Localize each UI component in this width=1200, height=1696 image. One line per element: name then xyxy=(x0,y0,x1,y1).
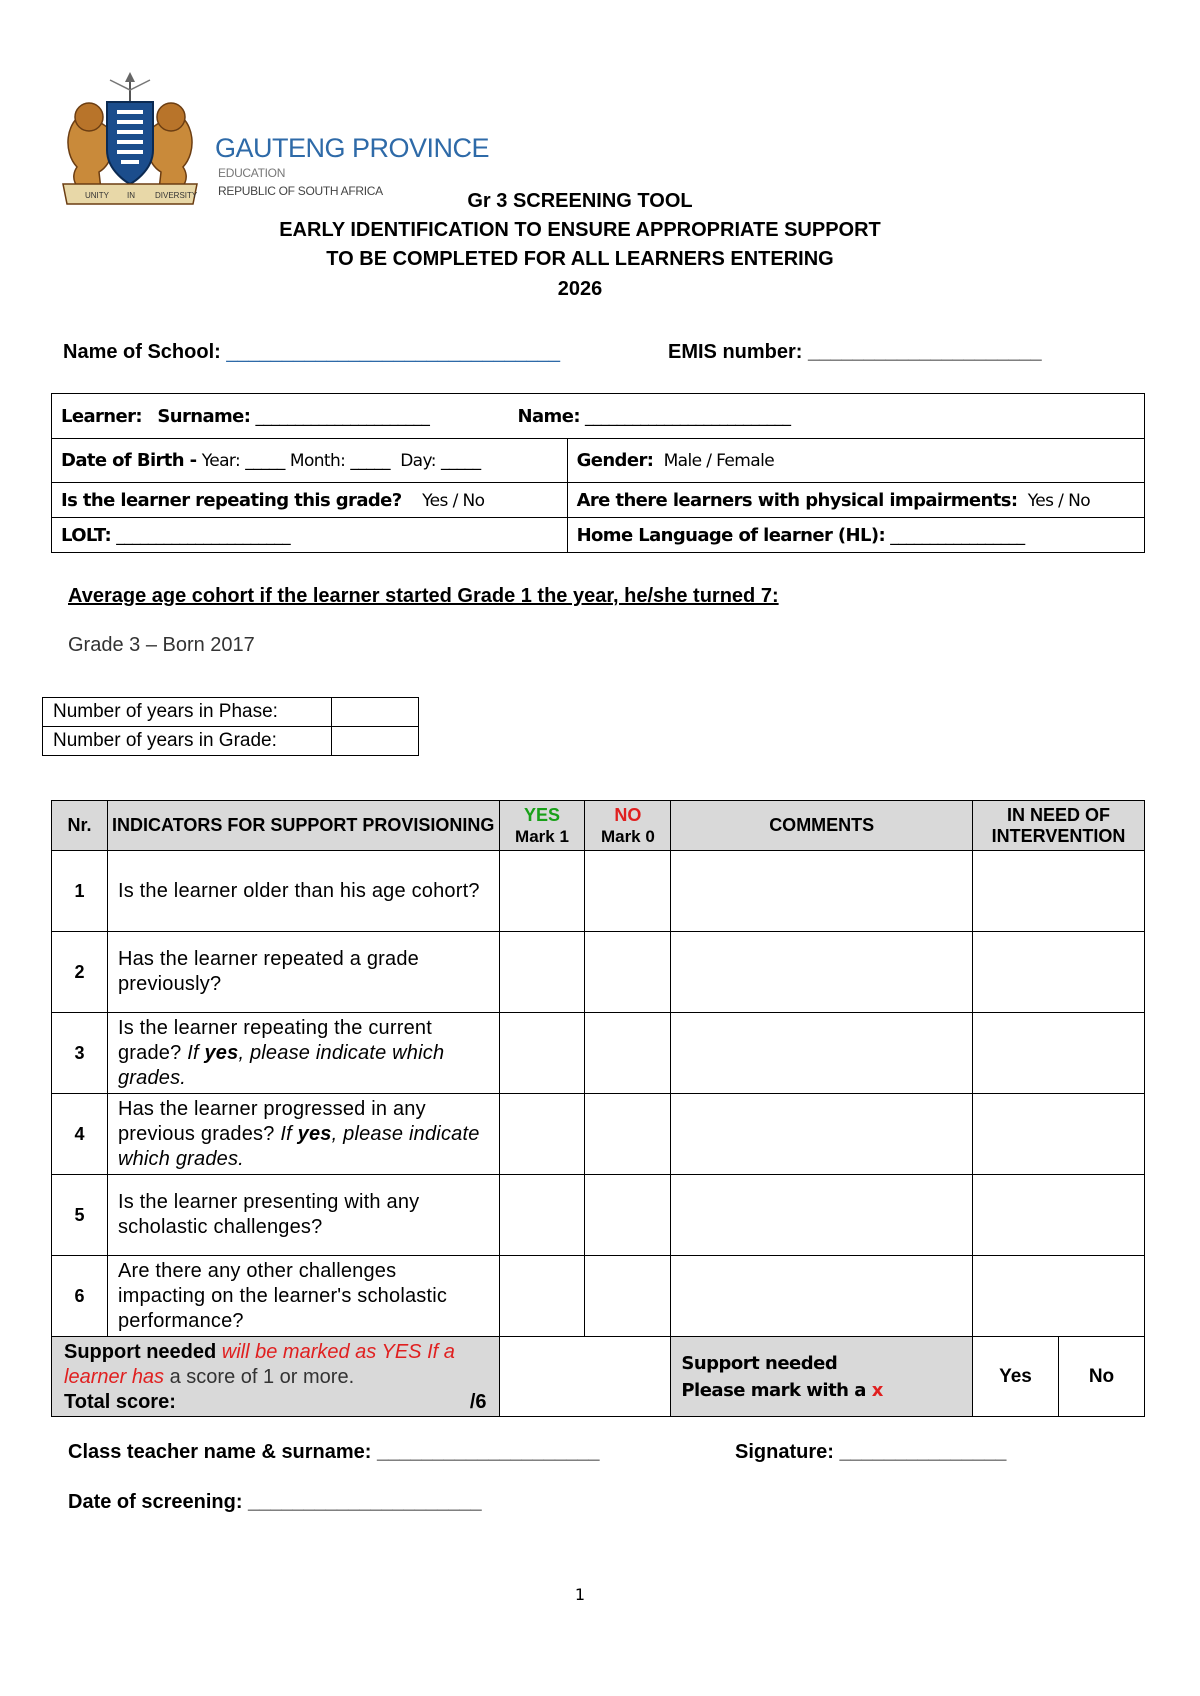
intervention-cell[interactable] xyxy=(973,1013,1145,1094)
row-number: 2 xyxy=(52,932,108,1013)
document-year: 2026 xyxy=(557,278,603,300)
header-no-label: NO xyxy=(614,804,642,825)
row-question-instruction: , please indicate which grades. xyxy=(117,1122,480,1170)
yes-cell[interactable] xyxy=(499,932,585,1013)
surname-field[interactable]: ______________________ xyxy=(255,406,430,427)
signature-line: _______________ xyxy=(839,1441,1007,1463)
day-label: Day: xyxy=(400,451,436,471)
no-cell[interactable] xyxy=(585,1094,671,1175)
year-label: Year: xyxy=(201,451,241,471)
yes-cell[interactable] xyxy=(499,1256,585,1337)
comments-cell[interactable] xyxy=(671,851,973,932)
row-question: Is the learner presenting with any scholastic challenges? xyxy=(107,1175,499,1256)
month-field[interactable]: _____ xyxy=(350,451,390,471)
comments-cell[interactable] xyxy=(671,1175,973,1256)
row-question: Are there any other challenges impacting on the learner's scholastic performance? xyxy=(107,1256,499,1337)
name-label: Name: xyxy=(517,405,580,427)
physical-impairments-label: Are there learners with physical impairments: xyxy=(576,489,1018,511)
signature-label: Signature: xyxy=(735,1441,834,1463)
row-question-yes: yes xyxy=(204,1041,239,1064)
support-no-option[interactable]: No xyxy=(1058,1337,1144,1417)
total-score-label: Total score: xyxy=(64,1391,176,1413)
date-of-screening-field[interactable] xyxy=(68,1491,482,1514)
date-of-screening-line: _____________________ xyxy=(248,1491,482,1513)
header-comments: COMMENTS xyxy=(671,801,973,851)
surname-label: Surname: xyxy=(157,405,251,427)
support-needed-rule xyxy=(52,1337,500,1417)
row-question-yes: yes xyxy=(297,1122,332,1145)
row-question-text: Is the learner repeating the current grade? xyxy=(117,1016,432,1064)
class-teacher-line: ____________________ xyxy=(377,1441,600,1463)
brand-name: GAUTENG PROVINCE xyxy=(215,133,490,163)
intervention-cell[interactable] xyxy=(973,1094,1145,1175)
home-language-field[interactable]: _________________ xyxy=(890,525,1025,546)
emis-number-line: _____________________ xyxy=(808,341,1042,363)
support-needed-label: Support needed xyxy=(681,1352,838,1374)
lolt-cell xyxy=(52,518,568,553)
month-label: Month: xyxy=(289,451,346,471)
home-language-label: Home Language of learner (HL): xyxy=(576,524,886,546)
learner-label: Learner: xyxy=(61,405,142,427)
table-row xyxy=(52,1175,1145,1256)
brand-subtitle-education: EDUCATION xyxy=(218,166,286,180)
row-question xyxy=(107,1094,499,1175)
physical-impairments-options[interactable]: Yes / No xyxy=(1027,490,1091,511)
no-cell[interactable] xyxy=(585,1175,671,1256)
crest-motto-text: DIVERSITY xyxy=(155,191,198,200)
header-yes-label: YES xyxy=(523,804,560,825)
gender-label: Gender: xyxy=(576,450,654,471)
year-field[interactable]: _____ xyxy=(245,451,285,471)
row-number: 6 xyxy=(52,1256,108,1337)
school-name-line: ______________________________ xyxy=(226,341,561,363)
page-number: 1 xyxy=(574,1585,586,1604)
physical-impairments-cell xyxy=(567,483,1144,518)
crest-motto-text: UNITY xyxy=(85,191,109,200)
class-teacher-field[interactable] xyxy=(68,1441,600,1464)
table-row xyxy=(52,1013,1145,1094)
document-subtitle: EARLY IDENTIFICATION TO ENSURE APPROPRIATE SUPPORT xyxy=(279,219,881,241)
years-in-grade-input[interactable] xyxy=(332,727,419,756)
no-cell[interactable] xyxy=(585,1013,671,1094)
row-number: 1 xyxy=(52,851,108,932)
learner-row xyxy=(52,394,1145,439)
header-indicators: INDICATORS FOR SUPPORT PROVISIONING xyxy=(107,801,499,851)
intervention-cell[interactable] xyxy=(973,851,1145,932)
date-of-screening-label: Date of screening: xyxy=(68,1491,243,1513)
learner-details-table xyxy=(51,393,1145,553)
table-row xyxy=(52,1094,1145,1175)
total-score-input[interactable] xyxy=(499,1337,671,1417)
school-name-field[interactable] xyxy=(63,341,560,364)
years-table xyxy=(42,697,419,756)
please-mark-label: Please mark with a xyxy=(681,1379,866,1401)
signature-field[interactable] xyxy=(735,1441,1006,1464)
table-row xyxy=(52,932,1145,1013)
row-question: Is the learner older than his age cohort? xyxy=(107,851,499,932)
yes-cell[interactable] xyxy=(499,1013,585,1094)
mark-x: x xyxy=(871,1379,883,1401)
emis-number-label: EMIS number: xyxy=(668,341,803,363)
header-nr: Nr. xyxy=(52,801,108,851)
age-cohort-heading: Average age cohort if the learner started Grade 1 the year, he/she turned 7: xyxy=(68,585,779,607)
header-yes-mark: Mark 1 xyxy=(515,826,569,846)
comments-cell[interactable] xyxy=(671,932,973,1013)
row-question-if: If xyxy=(280,1122,292,1145)
support-needed-bold: Support needed xyxy=(64,1341,217,1363)
intervention-cell[interactable] xyxy=(973,1175,1145,1256)
home-language-cell xyxy=(567,518,1144,553)
lolt-field[interactable]: ______________________ xyxy=(116,525,291,546)
row-question-text: Has the learner progressed in any previous grades? xyxy=(117,1097,426,1145)
age-cohort-text: Grade 3 – Born 2017 xyxy=(68,634,255,656)
no-cell[interactable] xyxy=(585,851,671,932)
emis-number-field[interactable] xyxy=(668,341,1042,364)
repeating-grade-cell xyxy=(52,483,568,518)
yes-cell[interactable] xyxy=(499,851,585,932)
intervention-cell[interactable] xyxy=(973,1256,1145,1337)
dob-label: Date of Birth - xyxy=(61,450,197,471)
support-needed-rule-red: will be marked as YES If a learner has xyxy=(64,1341,455,1388)
summary-row xyxy=(52,1337,1145,1417)
date-of-birth-cell xyxy=(52,439,568,483)
yes-cell[interactable] xyxy=(499,1175,585,1256)
row-number: 5 xyxy=(52,1175,108,1256)
brand-subtitle-country: REPUBLIC OF SOUTH AFRICA xyxy=(218,184,383,198)
repeating-grade-label: Is the learner repeating this grade? xyxy=(61,489,402,511)
class-teacher-label: Class teacher name & surname: xyxy=(68,1441,372,1463)
support-needed-rule-rest: a score of 1 or more. xyxy=(169,1366,355,1388)
total-score-max: /6 xyxy=(469,1391,487,1413)
gender-cell xyxy=(567,439,1144,483)
years-in-phase-input[interactable] xyxy=(332,698,419,727)
comments-cell[interactable] xyxy=(671,1256,973,1337)
header-yes xyxy=(499,801,585,851)
document-subtitle-2: TO BE COMPLETED FOR ALL LEARNERS ENTERING xyxy=(326,248,834,270)
row-question: Has the learner repeated a grade previously? xyxy=(107,932,499,1013)
support-needed-mark-cell xyxy=(671,1337,973,1417)
row-number: 3 xyxy=(52,1013,108,1094)
no-cell[interactable] xyxy=(585,1256,671,1337)
support-yes-option[interactable]: Yes xyxy=(973,1337,1059,1417)
name-field[interactable]: __________________________ xyxy=(585,406,791,427)
comments-cell[interactable] xyxy=(671,1013,973,1094)
document-title: Gr 3 SCREENING TOOL xyxy=(467,190,693,212)
header-no-mark: Mark 0 xyxy=(600,826,655,846)
comments-cell[interactable] xyxy=(671,1094,973,1175)
school-name-label: Name of School: xyxy=(63,341,221,363)
row-question xyxy=(107,1013,499,1094)
table-row xyxy=(52,1256,1145,1337)
row-question-instruction: , please indicate which grades. xyxy=(117,1041,445,1089)
lolt-label: LOLT: xyxy=(61,524,112,546)
header-intervention: IN NEED OF INTERVENTION xyxy=(973,801,1145,851)
indicators-table xyxy=(51,800,1145,1417)
years-in-grade-label: Number of years in Grade: xyxy=(43,727,332,756)
day-field[interactable]: _____ xyxy=(440,451,481,471)
header-no xyxy=(585,801,671,851)
no-cell[interactable] xyxy=(585,932,671,1013)
row-number: 4 xyxy=(52,1094,108,1175)
gender-options[interactable]: Male / Female xyxy=(663,451,775,471)
yes-cell[interactable] xyxy=(499,1094,585,1175)
table-row xyxy=(52,851,1145,932)
crest-motto-text: IN xyxy=(127,191,135,200)
years-in-phase-label: Number of years in Phase: xyxy=(43,698,332,727)
intervention-cell[interactable] xyxy=(973,932,1145,1013)
row-question-if: If xyxy=(187,1041,199,1064)
repeating-grade-options[interactable]: Yes / No xyxy=(422,490,485,511)
